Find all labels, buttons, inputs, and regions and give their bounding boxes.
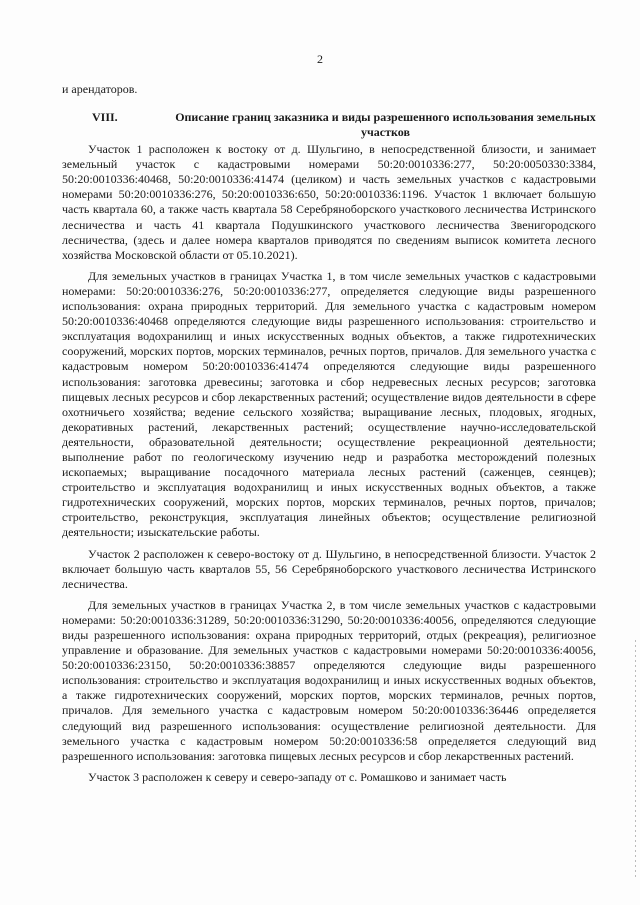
document-body	[62, 82, 596, 785]
section-title: Описание границ заказника и виды разрешенного использования земельных участков	[175, 110, 596, 140]
scan-edge-mark	[635, 640, 636, 880]
paragraph-area-1-location: Участок 1 расположен к востоку от д. Шульгино, в непосредственной близости, и занимает земельный участок с кадастровыми номерами 50:20:0010336:277, 50:20:0050330:3384, 50:20:0010336:40468, 50:20:0010336:41474 (целиком) и часть земельных участков с кадастровыми номерами 50:20:0010336:276, 50:20:0010336:650, 50:20:0010336:1196. Участок 1 включает большую часть квартала 60, а также часть квартала 58 Серебряноборского участкового лесничества Истринского лесничества и часть 41 квартала Подушкинского участкового лесничества Звенигородского лесничества, (здесь и далее номера кварталов приводятся по сведениям выписок комитета лесного хозяйства Московской области от 05.10.2021).	[62, 142, 596, 262]
section-number: VIII.	[92, 110, 118, 125]
paragraph-area-1-usage: Для земельных участков в границах Участка 1, в том числе земельных участков с кадастровыми номерами: 50:20:0010336:276, 50:20:0010336:277, определяется следующие виды разрешенного использования: охрана природных территорий. Для земельного участка с кадастровым номером 50:20:0010336:40468 определяются следующие виды разрешенного использования: строительство и эксплуатация водохранилищ и иных искусственных водных объектов, а также гидротехнических сооружений, морских портов, морских терминалов, речных портов, причалов. Для земельного участка с кадастровым номером 50:20:0010336:41474 определяются следующие виды разрешенного использования: заготовка древесины; заготовка и сбор недревесных лесных ресурсов; заготовка пищевых лесных ресурсов и сбор лекарственных растений; осуществление видов деятельности в сфере охотничьего хозяйства; ведение сельского хозяйства; выращивание лесных, плодовых, ягодных, декоративных растений, лекарственных растений; осуществление научно-исследовательской деятельности, образовательной деятельности; осуществление рекреационной деятельности; выполнение работ по геологическому изучению недр и разработка месторождений полезных ископаемых; выращивание посадочного материала лесных растений (саженцев, сеянцев); строительство и эксплуатация водохранилищ и иных искусственных водных объектов, а также гидротехнических сооружений, морских портов, морских терминалов, речных портов, причалов; строительство, реконструкция, эксплуатация линейных объектов; осуществление религиозной деятельности; изыскательские работы.	[62, 268, 596, 540]
page-number: 2	[317, 52, 323, 66]
lead-text: и арендаторов.	[62, 82, 138, 96]
section-heading	[62, 110, 596, 140]
paragraph-area-3-location: Участок 3 расположен к северу и северо-западу от с. Ромашково и занимает часть	[88, 769, 507, 784]
paragraph-area-2-usage: Для земельных участков в границах Участка 2, в том числе земельных участков с кадастровыми номерами: 50:20:0010336:31289, 50:20:0010336:31290, 50:20:0010336:40056, определяются следующие виды разрешенного использования: охрана природных территорий, отдых (рекреация), религиозное управление и образование. Для земельных участков с кадастровыми номерами 50:20:0010336:40056, 50:20:0010336:23150, 50:20:0010336:38857 определяются следующие виды разрешенного использования: строительство и эксплуатация водохранилищ и иных искусственных водных объектов, а также гидротехнических сооружений, морских портов, морских терминалов, речных портов, причалов. Для земельного участка с кадастровым номером 50:20:0010336:36446 определяется следующий вид разрешенного использования: осуществление религиозной деятельности. Для земельного участка с кадастровым номером 50:20:0010336:58 определяется следующий вид разрешенного использования: заготовка пищевых лесных ресурсов и сбор лекарственных растений.	[62, 597, 596, 763]
paragraph-area-2-location: Участок 2 расположен к северо-востоку от д. Шульгино, в непосредственной близости. Участок 2 включает большую часть кварталов 55, 56 Серебряноборского участкового лесничества Истринского лесничества.	[62, 546, 596, 591]
